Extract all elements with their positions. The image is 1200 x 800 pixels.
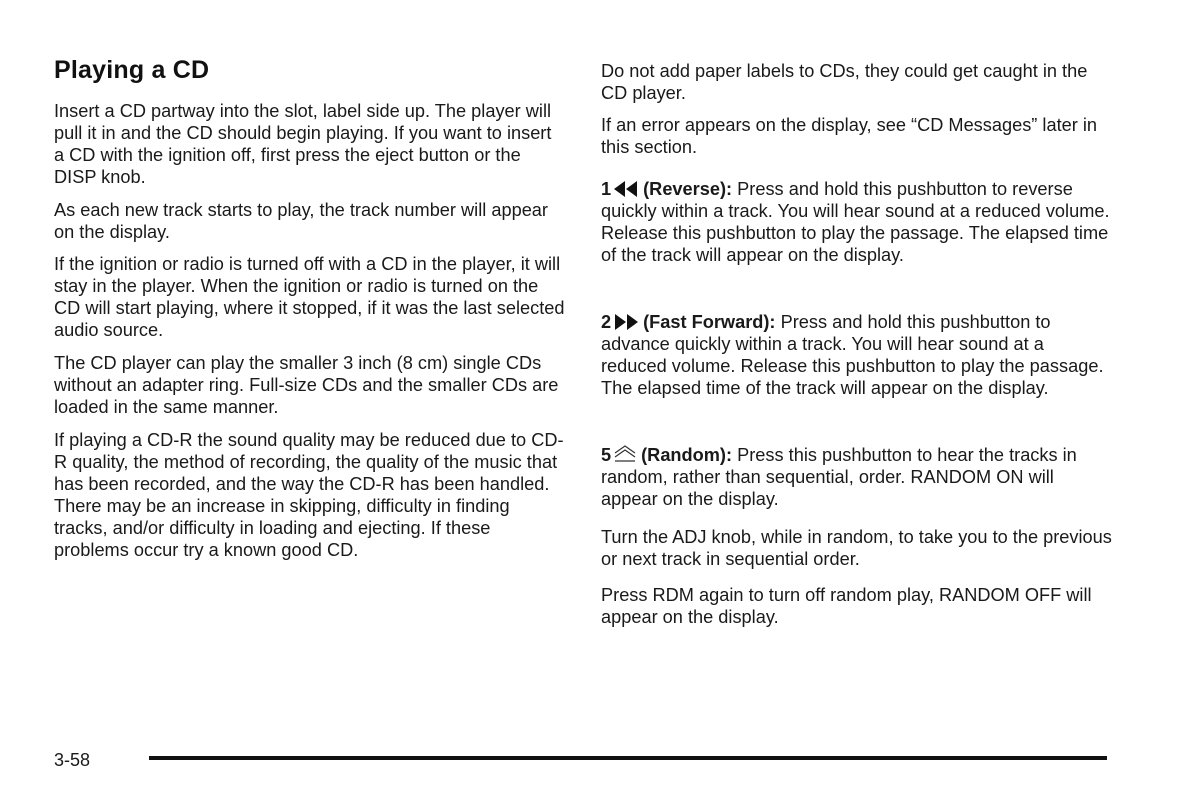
random-icon — [613, 444, 637, 464]
paragraph-insert-cd: Insert a CD partway into the slot, label side up. The player will pull it in and the CD should begin playing. If you want to insert a CD with the ignition off, first press the eject button or the DISP knob. — [54, 101, 552, 187]
paragraph-fast-forward — [601, 311, 1113, 399]
paragraph-track-number: As each new track starts to play, the track number will appear on the display. — [54, 200, 548, 242]
fast-forward-icon — [613, 313, 639, 331]
paragraph-ignition-off: If the ignition or radio is turned off with a CD in the player, it will stay in the player. When the ignition or radio is turned on the CD will start playing, where it stopped, if it was the last selected audio source. — [54, 254, 565, 340]
fast-forward-label: (Fast Forward): — [643, 312, 776, 332]
paragraph-adj-knob: Turn the ADJ knob, while in random, to take you to the previous or next track in sequential order. — [601, 527, 1112, 569]
reverse-number: 1 — [601, 179, 612, 199]
paragraph-cd-r: If playing a CD-R the sound quality may be reduced due to CD-R quality, the method of recording, the quality of the music that has been recorded, and the way the CD-R has been handled. There may be an increase in skipping, difficulty in finding tracks, and/or difficulty in loading and ejecting. If these problems occur try a known good CD. — [54, 430, 564, 560]
paragraph-rdm: Press RDM again to turn off random play, RANDOM OFF will appear on the display. — [601, 585, 1092, 627]
page-number: 3-58 — [54, 750, 91, 770]
paragraph-small-cds: The CD player can play the smaller 3 inch (8 cm) single CDs without an adapter ring. Full-size CDs and the smaller CDs are loaded in the same manner. — [54, 353, 559, 417]
paragraph-paper-labels: Do not add paper labels to CDs, they could get caught in the CD player. — [601, 61, 1088, 103]
reverse-description: Press and hold this pushbutton to reverse quickly within a track. You will hear sound at a reduced volume. Release this pushbutton to play the passage. The elapsed time of the track will appear on the display. — [601, 179, 1110, 265]
page-title: Playing a CD — [54, 56, 210, 84]
paragraph-random — [601, 444, 1113, 510]
reverse-label: (Reverse): — [643, 179, 733, 199]
footer-rule — [149, 756, 1107, 760]
paragraph-reverse — [601, 178, 1113, 266]
random-number: 5 — [601, 445, 612, 465]
reverse-icon — [613, 180, 639, 198]
fast-forward-number: 2 — [601, 312, 612, 332]
fast-forward-description: Press and hold this pushbutton to advance quickly within a track. You will hear sound at a reduced volume. Release this pushbutton to play the passage. The elapsed time of the track will appear on the display. — [601, 312, 1104, 398]
random-label: (Random): — [641, 445, 733, 465]
paragraph-error-display: If an error appears on the display, see “CD Messages” later in this section. — [601, 115, 1098, 157]
random-description: Press this pushbutton to hear the tracks in random, rather than sequential, order. RANDOM ON will appear on the display. — [601, 445, 1077, 509]
